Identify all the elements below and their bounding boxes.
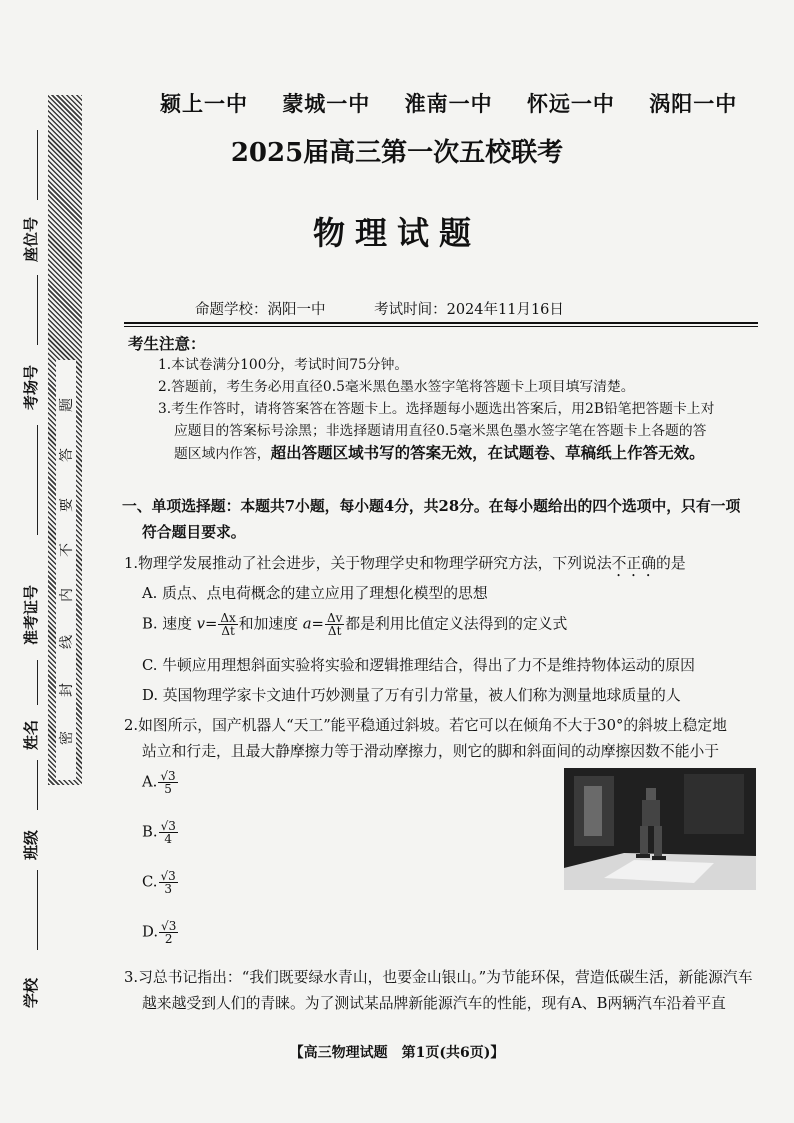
question-3-stem: 3.习总书记指出：“我们既要绿水青山，也要金山银山。”为节能环保，营造低碳生活，新能源汽车: [124, 969, 753, 986]
option-text: 都是利用比值定义法得到的定义式: [345, 615, 568, 633]
fraction-den: 3: [164, 882, 172, 896]
seal-strip: [56, 360, 76, 780]
seal-char: 内: [59, 588, 75, 602]
question-1-option-c: C. 牛顿应用理想斜面实验将实验和逻辑推理结合，得出了力不是维持物体运动的原因: [142, 657, 695, 674]
notice-item: [174, 442, 774, 465]
notice-warning: 超出答题区域书写的答案无效，在试题卷、草稿纸上作答无效。: [270, 443, 705, 462]
exam-title: 2025届高三第一次五校联考: [230, 138, 564, 168]
exam-meta: [195, 298, 608, 319]
option-label: B.: [142, 823, 158, 841]
fraction-num: √3: [160, 869, 176, 883]
header-rule: [124, 326, 758, 327]
ticket-line: [37, 425, 38, 535]
school-name: 淮南一中: [404, 91, 493, 116]
fraction: [159, 870, 178, 895]
stem-text: 的是: [656, 555, 686, 572]
question-2-stem-cont: 站立和行走，且最大静摩擦力等于滑动摩擦力，则它的脚和斜面间的动摩擦因数不能小于: [142, 743, 720, 760]
subject-title: 物理试题: [312, 214, 481, 252]
question-2-option-c: [142, 870, 179, 895]
school-list: [160, 88, 763, 118]
class-line: [37, 760, 38, 810]
header-rule: [124, 322, 758, 324]
notice-item: 应题目的答案标号涂黑；非选择题请用直径0.5毫米黑色墨水签字笔在答题卡上各题的答: [174, 423, 707, 439]
fraction-num: √3: [160, 819, 176, 833]
seat-label: 座位号: [22, 216, 40, 262]
robot-illustration: [564, 768, 756, 890]
fraction: [159, 920, 178, 945]
notice-item: 3.考生作答时，请将答案答在答题卡上。选择题每小题选出答案后，用2B铅笔把答题卡上对: [158, 401, 715, 417]
notice-text: 题区域内作答，: [174, 446, 271, 462]
school-label: 学校: [22, 977, 40, 1008]
seal-char: 不: [59, 543, 75, 557]
option-label: A.: [142, 773, 158, 791]
class-label: 班级: [22, 829, 40, 860]
stem-emphasis: 不正确: [611, 555, 657, 572]
fraction-den: 4: [164, 832, 173, 846]
seal-char: 线: [59, 635, 75, 649]
formula-var: v=: [196, 615, 218, 633]
option-text: B. 速度: [142, 615, 197, 633]
question-2-option-b: [142, 820, 179, 845]
notice-item: 1.本试卷满分100分，考试时间75分钟。: [158, 357, 409, 373]
school-name: 颍上一中: [160, 91, 248, 116]
stem-text: 1.物理学发展推动了社会进步，关于物理学史和物理学研究方法，下列说法: [124, 555, 612, 572]
fraction-den: Δt: [221, 624, 235, 638]
seal-char: 封: [59, 683, 75, 697]
notice-item: 2.答题前，考生务必用直径0.5毫米黑色墨水签字笔将答题卡上项目填写清楚。: [158, 379, 635, 395]
fraction-num: √3: [160, 769, 176, 783]
school-name: 怀远一中: [526, 91, 615, 116]
section-heading: 一、单项选择题：本题共7小题，每小题4分，共28分。在每小题给出的四个选项中，只有一项: [122, 498, 741, 515]
question-1-option-d: D. 英国物理学家卡文迪什巧妙测量了万有引力常量，被人们称为测量地球质量的人: [142, 687, 681, 704]
question-3-stem-cont: 越来越受到人们的青睐。为了测试某品牌新能源汽车的性能，现有A、B两辆汽车沿着平直: [142, 995, 726, 1012]
seal-char: 题: [59, 398, 75, 412]
fraction-num: Δx: [220, 611, 236, 625]
page-footer: 【高三物理试题 第1页(共6页)】: [289, 1045, 505, 1061]
option-label: D.: [142, 923, 159, 941]
question-2-stem: 2.如图所示，国产机器人“天工”能平稳通过斜坡。若它可以在倾角不大于30°的斜坡上稳定地: [124, 717, 727, 734]
option-text: 和加速度: [238, 615, 303, 633]
name-label: 姓名: [22, 719, 40, 750]
name-line: [37, 660, 38, 705]
question-1-option-b: [142, 612, 567, 637]
robot-photo: [564, 768, 756, 890]
setter-school: 命题学校：涡阳一中: [195, 302, 326, 318]
question-2-option-a: [142, 770, 179, 795]
question-1-stem: [124, 552, 686, 580]
fraction-num: Δv: [326, 611, 343, 625]
section-heading-cont: 符合题目要求。: [142, 524, 246, 541]
question-1-option-a: A. 质点、点电荷概念的建立应用了理想化模型的思想: [142, 585, 488, 602]
fraction-den: 2: [164, 932, 173, 946]
ticket-label: 准考证号: [22, 584, 40, 645]
fraction: [218, 612, 237, 637]
fraction: [325, 612, 344, 637]
fraction: [158, 770, 177, 795]
school-line: [37, 870, 38, 950]
school-name: 涡阳一中: [649, 91, 738, 116]
school-name: 蒙城一中: [282, 91, 371, 116]
seal-char: 答: [59, 448, 75, 462]
room-line: [37, 275, 38, 345]
option-label: C.: [142, 873, 158, 891]
fraction-den: 5: [164, 782, 172, 796]
seal-char: 密: [59, 731, 75, 745]
notice-title: 考生注意：: [128, 334, 206, 353]
fraction-den: Δt: [327, 624, 342, 638]
exam-room-label: 考场号: [22, 364, 40, 410]
seal-char: 要: [59, 498, 75, 512]
formula-var: a=: [302, 615, 324, 633]
fraction: [159, 820, 178, 845]
question-2-option-d: [142, 920, 179, 945]
exam-time: 考试时间：2024年11月16日: [374, 302, 564, 318]
fraction-num: √3: [161, 919, 177, 933]
